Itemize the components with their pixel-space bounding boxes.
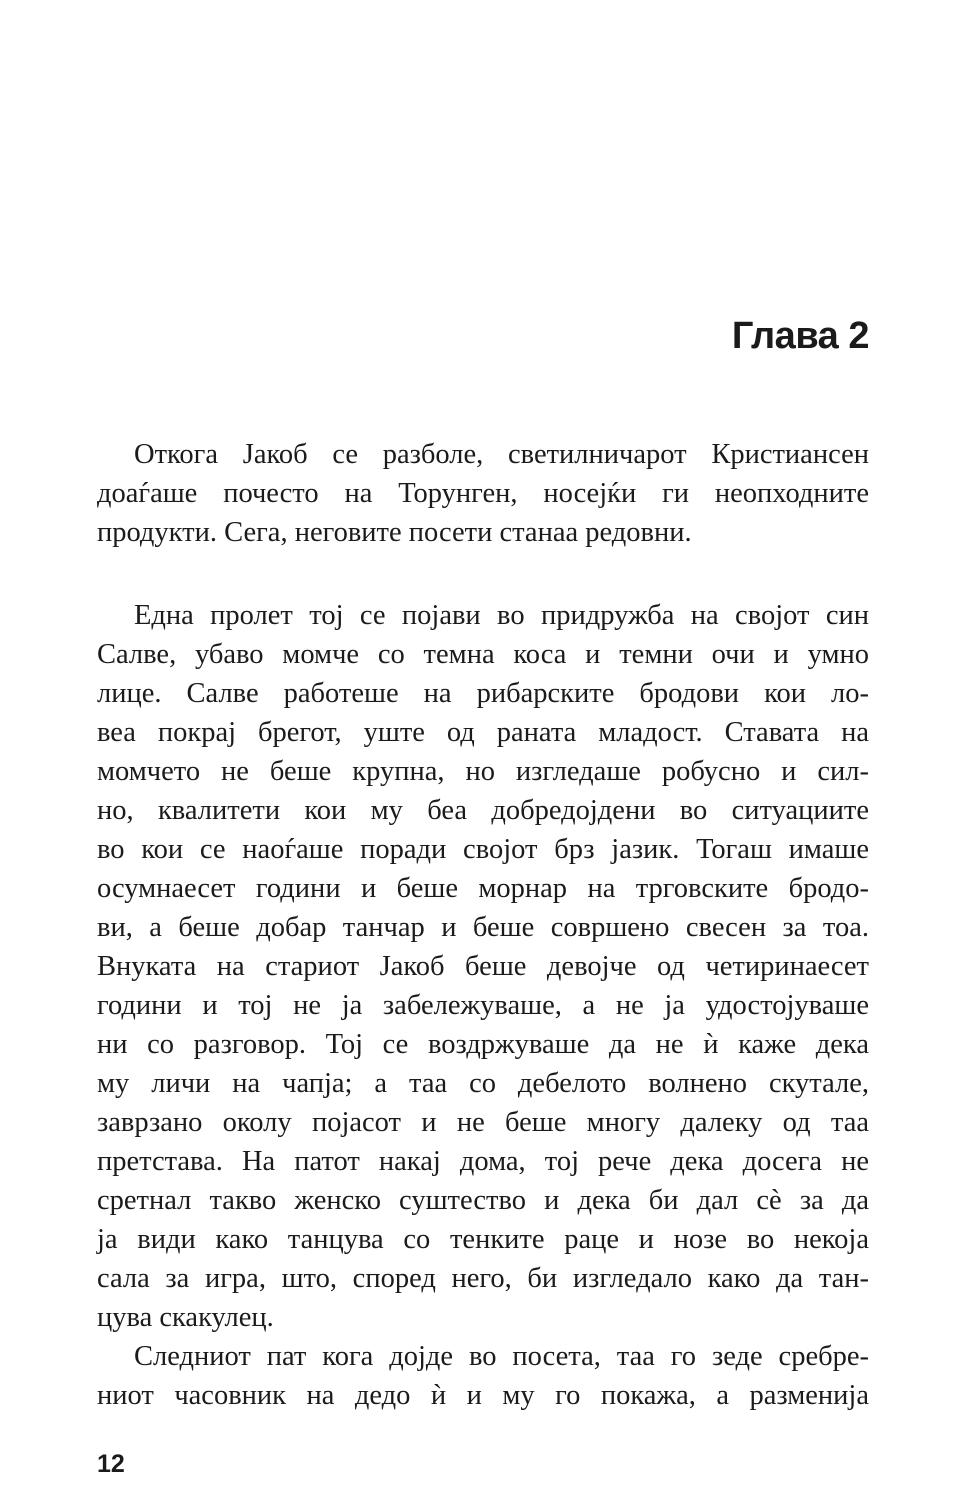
page-number: 12 <box>97 1450 125 1478</box>
text-line: години и тој не ја забележуваше, а не ја удостојуваше <box>97 990 869 1021</box>
paragraph <box>97 435 869 552</box>
text-line: му личи на чапја; а таа со дебелото волнено скутале, <box>97 1068 869 1099</box>
text-line: ви, а беше добар танчар и беше совршено свесен за тоа. <box>97 912 869 943</box>
text-line: Внуката на стариот Јакоб беше девојче од четиринаесет <box>97 951 869 982</box>
text-line: во кои се наоѓаше поради својот брз јазик. Тогаш имаше <box>97 834 869 865</box>
paragraph <box>97 1337 869 1415</box>
text-line: лице. Салве работеше на рибарските бродови кои ло- <box>97 678 869 709</box>
text-line: Откога Јакоб се разболе, светилничарот Кристиансен <box>134 439 869 470</box>
text-line: сала за игра, што, според него, би изгледало како да тан- <box>97 1263 869 1294</box>
body-text-block <box>97 435 869 1415</box>
text-line: но, квалитети кои му беа добредојдени во ситуациите <box>97 795 869 826</box>
text-line: Следниот пат кога дојде во посета, таа го зеде сребре- <box>134 1341 869 1372</box>
text-line: доаѓаше почесто на Торунген, носејќи ги неопходните <box>97 478 869 509</box>
chapter-heading: Глава 2 <box>731 315 869 357</box>
text-line: ниот часовник на дедо ѝ и му го покажа, а разменија <box>97 1380 869 1411</box>
text-line: сретнал такво женско суштество и дека би дал сѐ за да <box>97 1185 869 1216</box>
text-line: ја види како танцува со тенките раце и нозе во некоја <box>97 1224 869 1255</box>
text-line: претстава. На патот накај дома, тој рече дека досега не <box>97 1146 869 1177</box>
text-line: Една пролет тој се појави во придружба на својот син <box>134 600 869 631</box>
text-line: продукти. Сега, неговите посети станаа редовни. <box>97 517 692 548</box>
text-line: веа покрај брегот, уште од раната младост. Ставата на <box>97 717 869 748</box>
text-line: заврзано околу појасот и не беше многу далеку од таа <box>97 1107 869 1138</box>
text-line: ни со разговор. Тој се воздржуваше да не ѝ каже дека <box>97 1029 869 1060</box>
paragraph <box>97 596 869 1337</box>
text-line: цува скакулец. <box>97 1302 274 1333</box>
text-line: Салве, убаво момче со темна коса и темни очи и умно <box>97 639 869 670</box>
text-line: осумнаесет години и беше морнар на трговските бродо- <box>97 873 869 904</box>
text-line: момчето не беше крупна, но изгледаше робусно и сил- <box>97 756 869 787</box>
